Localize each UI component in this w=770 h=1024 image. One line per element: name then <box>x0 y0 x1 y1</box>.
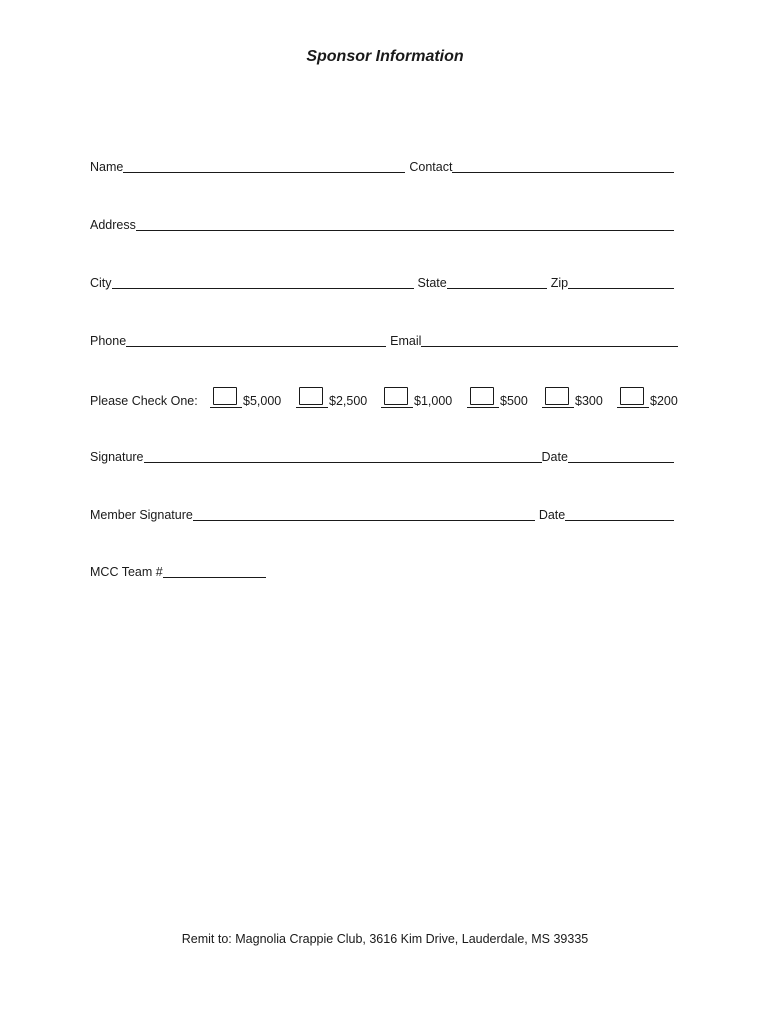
checkbox-200[interactable] <box>620 387 644 405</box>
zip-label: Zip <box>550 276 569 290</box>
option-label-5000: $5,000 <box>243 394 282 408</box>
date-label: Date <box>541 450 568 464</box>
zip-field[interactable] <box>568 288 674 289</box>
member-signature-field[interactable] <box>193 520 535 521</box>
city-label: City <box>90 276 112 290</box>
option-200 <box>617 389 678 408</box>
option-2500 <box>296 389 367 408</box>
address-row <box>90 218 674 233</box>
member-signature-row <box>90 508 674 523</box>
form-title: Sponsor Information <box>306 48 464 65</box>
phone-email-row <box>90 334 678 349</box>
mcc-team-field[interactable] <box>163 577 266 578</box>
state-label: State <box>417 276 447 290</box>
member-date-field[interactable] <box>565 520 674 521</box>
phone-label: Phone <box>90 334 127 348</box>
option-label-300: $300 <box>575 394 603 408</box>
option-500 <box>467 389 528 408</box>
name-contact-row <box>90 160 674 175</box>
member-signature-label: Member Signature <box>90 508 193 522</box>
option-label-1000: $1,000 <box>414 394 453 408</box>
option-1000 <box>381 389 452 408</box>
checkbox-500[interactable] <box>470 387 494 405</box>
city-field[interactable] <box>112 288 414 289</box>
checkbox-2500[interactable] <box>299 387 323 405</box>
sponsorship-level-row <box>90 382 690 412</box>
member-date-label: Date <box>538 508 566 522</box>
address-label: Address <box>90 218 136 232</box>
checkbox-300[interactable] <box>545 387 569 405</box>
contact-field[interactable] <box>452 172 674 173</box>
option-300 <box>542 389 603 408</box>
checkbox-1000[interactable] <box>384 387 408 405</box>
option-5000 <box>210 389 281 408</box>
signature-label: Signature <box>90 450 144 464</box>
state-field[interactable] <box>447 288 547 289</box>
option-label-500: $500 <box>500 394 528 408</box>
email-field[interactable] <box>421 346 678 347</box>
signature-field[interactable] <box>144 462 542 463</box>
city-state-zip-row <box>90 276 674 291</box>
address-field[interactable] <box>136 230 674 231</box>
mcc-team-row <box>90 565 266 580</box>
name-label: Name <box>90 160 124 174</box>
option-label-200: $200 <box>650 394 678 408</box>
phone-field[interactable] <box>126 346 386 347</box>
date-field[interactable] <box>568 462 674 463</box>
signature-row <box>90 450 674 465</box>
option-label-2500: $2,500 <box>329 394 368 408</box>
name-field[interactable] <box>123 172 405 173</box>
email-label: Email <box>390 334 422 348</box>
check-one-label: Please Check One: <box>90 394 198 408</box>
mcc-team-label: MCC Team # <box>90 565 163 579</box>
remit-address: Remit to: Magnolia Crappie Club, 3616 Kim Drive, Lauderdale, MS 39335 <box>181 932 589 946</box>
contact-label: Contact <box>409 160 453 174</box>
checkbox-5000[interactable] <box>213 387 237 405</box>
